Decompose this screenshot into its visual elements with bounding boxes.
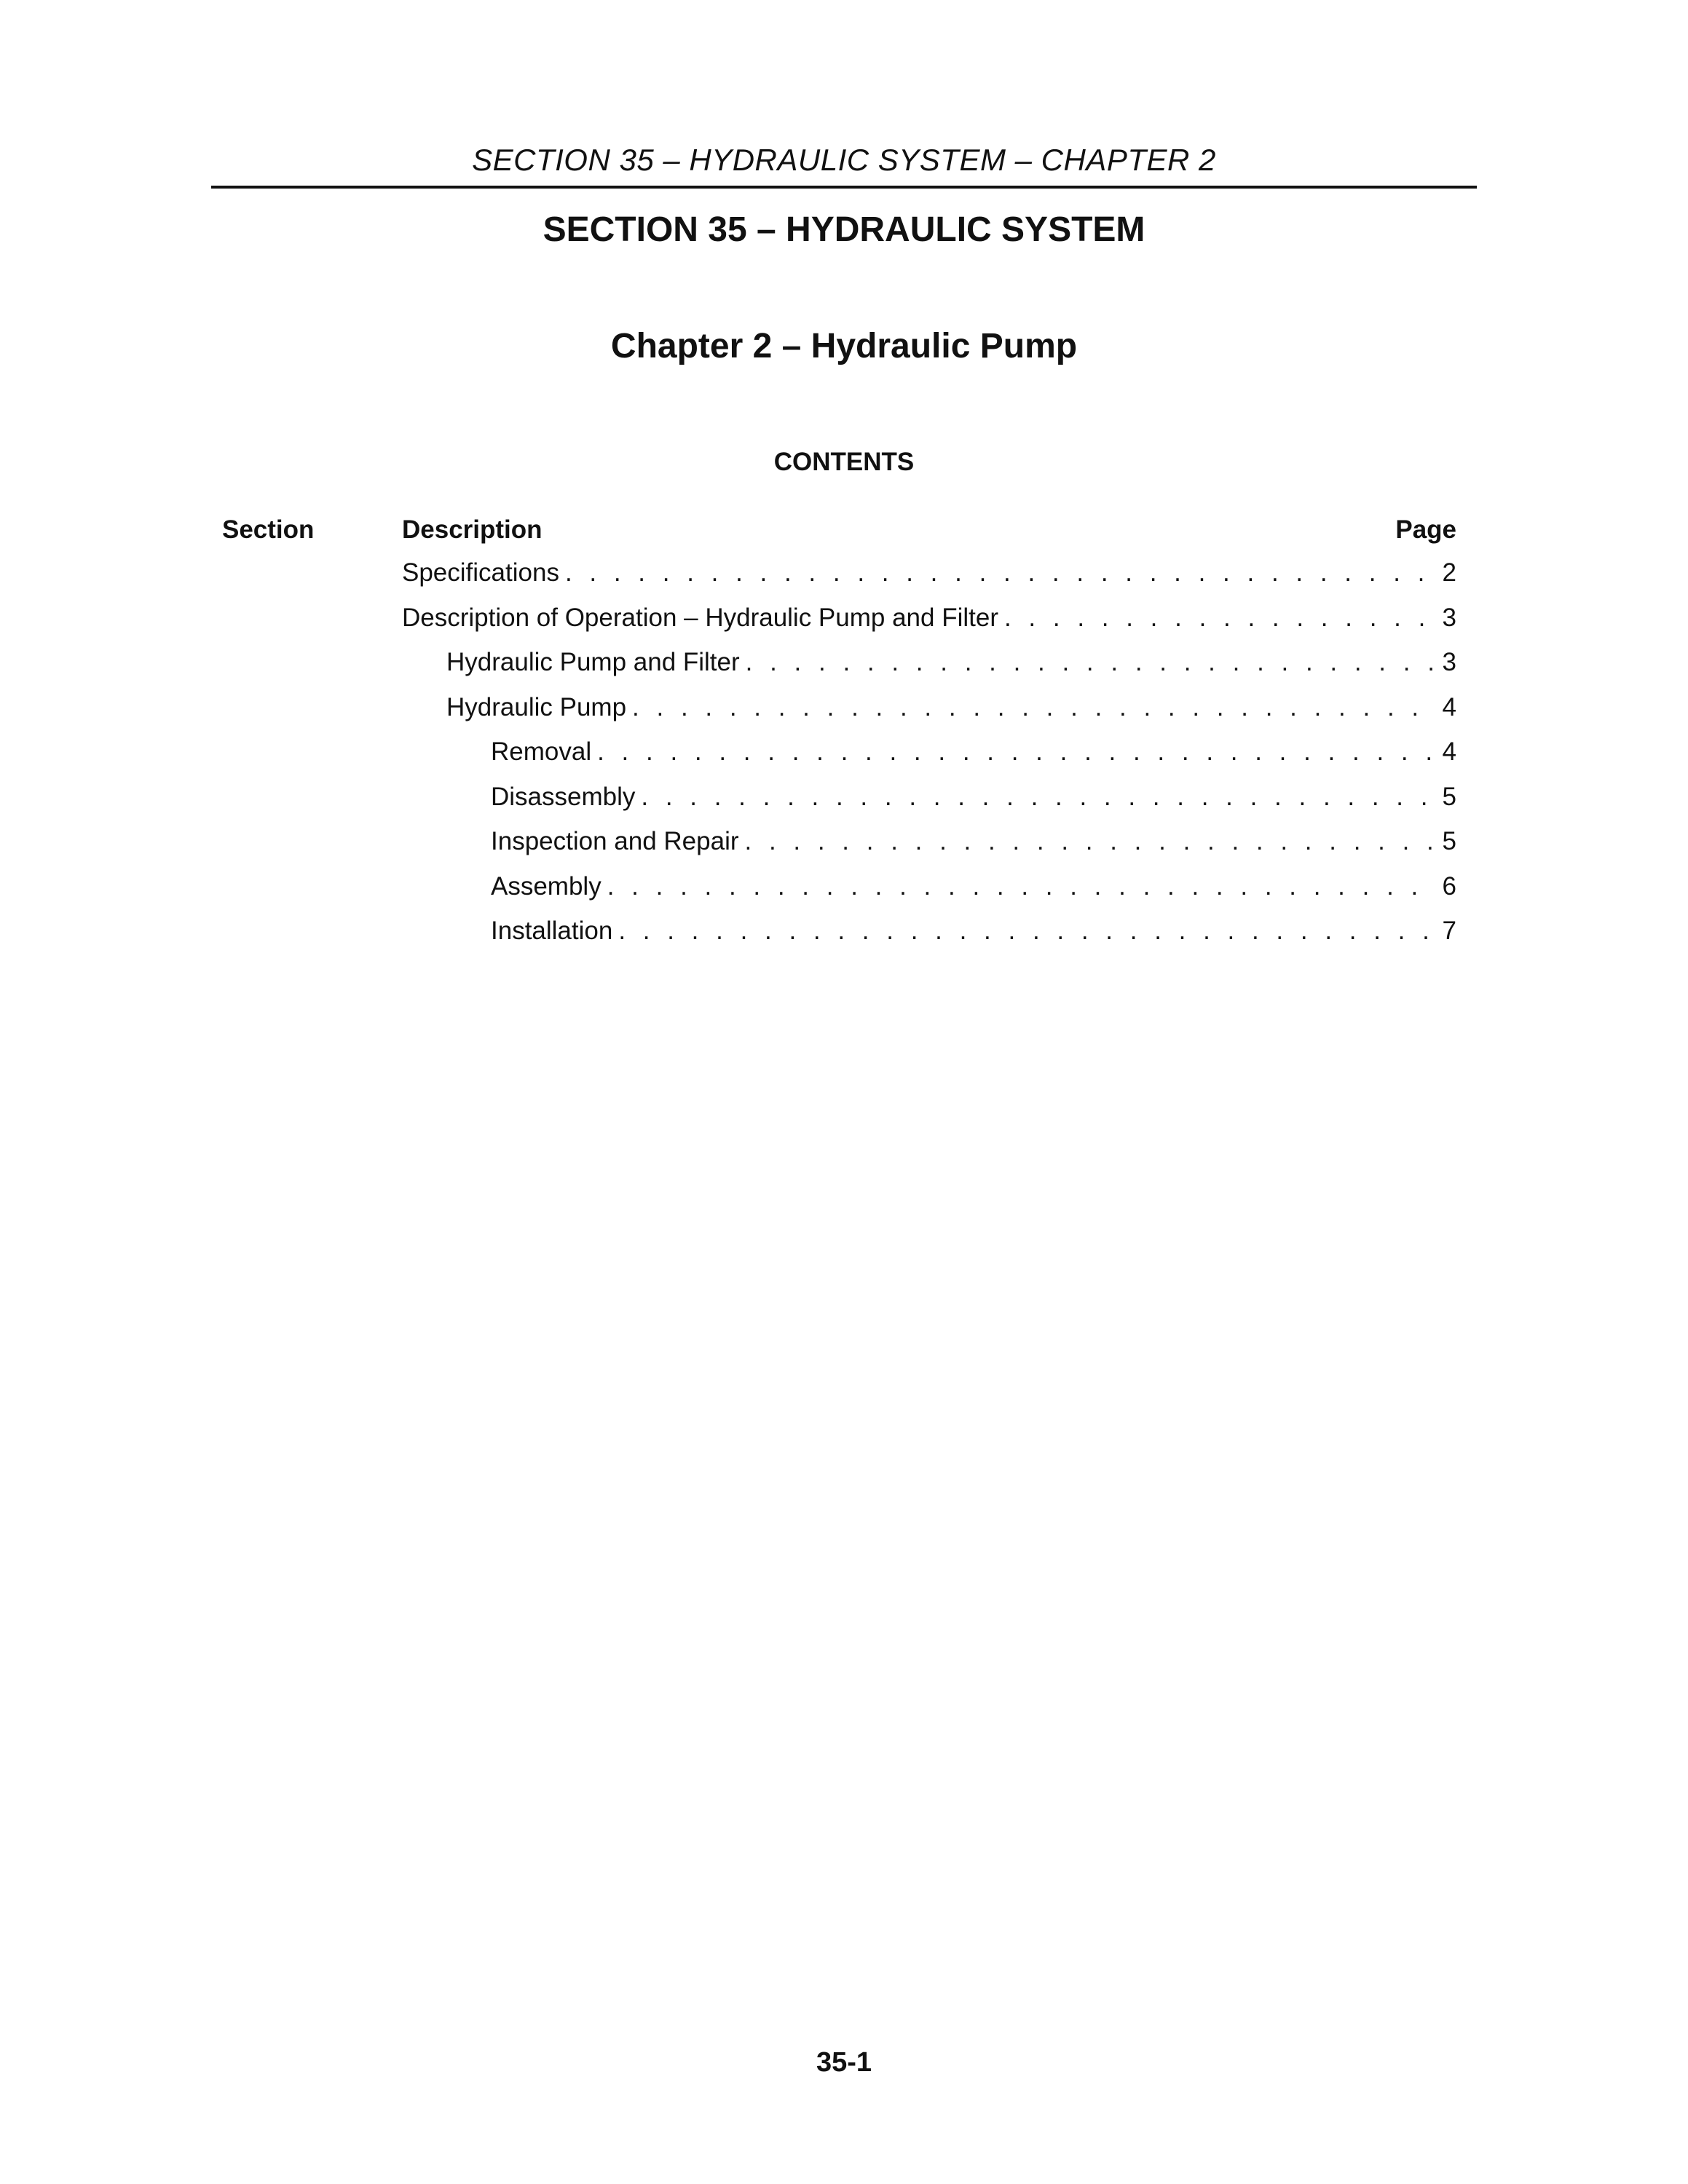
- dot-leader: [1004, 603, 1437, 633]
- toc-entry-label: Installation: [491, 917, 613, 945]
- column-header-section: Section: [222, 515, 315, 544]
- toc-entry-installation[interactable]: [402, 916, 1456, 961]
- dot-leader: [745, 826, 1437, 857]
- toc-entry-page: 2: [1442, 558, 1456, 587]
- toc-entry-label: Hydraulic Pump and Filter: [446, 648, 740, 676]
- running-header: SECTION 35 – HYDRAULIC SYSTEM – CHAPTER 2: [472, 143, 1216, 177]
- toc-entry-label: Disassembly: [491, 782, 636, 811]
- toc-entry-label: Inspection and Repair: [491, 827, 739, 855]
- dot-leader: [641, 782, 1436, 812]
- toc-entry-page: 4: [1442, 692, 1456, 721]
- toc-entry-disassembly[interactable]: [402, 782, 1456, 827]
- dot-leader: [618, 916, 1436, 946]
- dot-leader: [565, 558, 1437, 588]
- dot-leader: [607, 871, 1437, 902]
- dot-leader: [632, 692, 1436, 723]
- toc-entry-page: 4: [1442, 737, 1456, 766]
- section-title: SECTION 35 – HYDRAULIC SYSTEM: [543, 210, 1145, 249]
- column-header-description: Description: [402, 515, 543, 544]
- page-number: 35-1: [816, 2047, 872, 2078]
- toc-entry-label: Hydraulic Pump: [446, 692, 627, 721]
- toc-entry-specifications[interactable]: [402, 558, 1456, 603]
- dot-leader: [597, 737, 1436, 767]
- column-header-page: Page: [1395, 515, 1456, 544]
- toc-entry-label: Specifications: [402, 558, 559, 587]
- toc-entry-label: Assembly: [491, 871, 602, 901]
- toc-entry-description-of-operation[interactable]: [402, 603, 1456, 648]
- toc-entry-page: 7: [1442, 917, 1456, 945]
- toc-entry-label: Removal: [491, 737, 592, 766]
- toc-entry-page: 3: [1442, 603, 1456, 632]
- toc-entry-label: Description of Operation – Hydraulic Pump and Filter: [402, 603, 998, 632]
- toc-entry-assembly[interactable]: [402, 871, 1456, 917]
- toc-entry-page: 5: [1442, 782, 1456, 811]
- toc-entry-page: 5: [1442, 827, 1456, 855]
- toc-entry-inspection-and-repair[interactable]: [402, 826, 1456, 871]
- toc-entry-page: 3: [1442, 648, 1456, 676]
- contents-heading: CONTENTS: [773, 448, 915, 476]
- toc-entry-hydraulic-pump[interactable]: [402, 692, 1456, 737]
- toc-entry-removal[interactable]: [402, 737, 1456, 782]
- toc-entry-hydraulic-pump-and-filter[interactable]: [402, 647, 1456, 692]
- table-of-contents: [402, 558, 1456, 961]
- toc-entry-page: 6: [1442, 871, 1456, 901]
- chapter-title: Chapter 2 – Hydraulic Pump: [610, 327, 1078, 365]
- dot-leader: [746, 647, 1437, 678]
- header-rule: [211, 186, 1477, 189]
